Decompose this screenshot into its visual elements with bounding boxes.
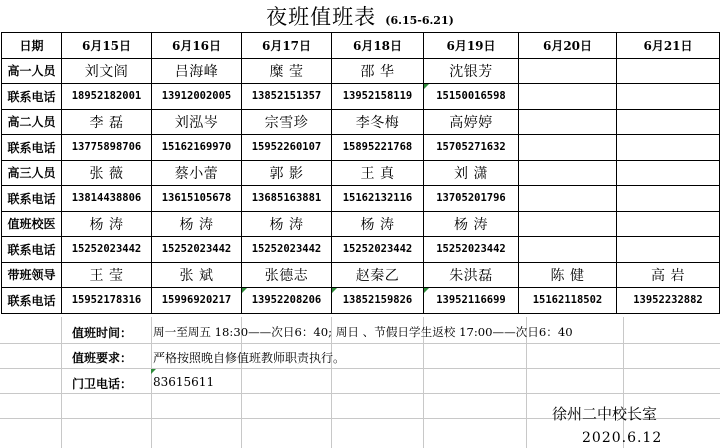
header-cell: 6月15日: [62, 33, 152, 59]
table-row: [2, 288, 720, 314]
staff-name-cell: 杨 涛: [242, 211, 332, 237]
phone-cell: [617, 186, 720, 212]
header-cell: 6月21日: [617, 33, 720, 59]
phone-cell: [617, 84, 720, 110]
phone-cell: 13705201796: [424, 186, 519, 212]
phone-cell: 15162169970: [152, 135, 242, 161]
staff-name-cell: [617, 58, 720, 84]
header-cell: 日期: [2, 33, 62, 59]
row-label: 联系电话: [2, 186, 62, 212]
staff-name-cell: 刘 潇: [424, 160, 519, 186]
staff-name-cell: 吕海峰: [152, 58, 242, 84]
staff-name-cell: 高 岩: [617, 262, 720, 288]
row-label: 联系电话: [2, 288, 62, 314]
row-label: 联系电话: [2, 237, 62, 263]
table-row: [2, 135, 720, 161]
phone-cell: 13814438806: [62, 186, 152, 212]
table-row: [2, 262, 720, 288]
phone-cell: 15252023442: [332, 237, 424, 263]
row-label: 高一人员: [2, 58, 62, 84]
signature-office: 徐州二中校长室: [552, 405, 658, 423]
phone-cell: [519, 135, 617, 161]
staff-name-cell: 赵秦乙: [332, 262, 424, 288]
signature-date: 2020.6.12: [582, 430, 663, 446]
staff-name-cell: 杨 涛: [62, 211, 152, 237]
phone-cell: 18952182001: [62, 84, 152, 110]
phone-cell: 13912002005: [152, 84, 242, 110]
phone-cell: [617, 237, 720, 263]
header-cell: 6月18日: [332, 33, 424, 59]
staff-name-cell: [519, 211, 617, 237]
staff-name-cell: 王 真: [332, 160, 424, 186]
table-body: [2, 58, 720, 313]
title-date-range: (6.15-6.21): [385, 14, 454, 27]
staff-name-cell: 王 莹: [62, 262, 152, 288]
header-cell: 6月17日: [242, 33, 332, 59]
phone-cell: 13952232882: [617, 288, 720, 314]
phone-cell: 15162132116: [332, 186, 424, 212]
staff-name-cell: 杨 涛: [332, 211, 424, 237]
phone-cell: 15996920217: [152, 288, 242, 314]
row-label: 联系电话: [2, 84, 62, 110]
phone-cell: 15162118502: [519, 288, 617, 314]
row-label: 高三人员: [2, 160, 62, 186]
staff-name-cell: 陈 健: [519, 262, 617, 288]
table-row: [2, 160, 720, 186]
phone-cell: [519, 186, 617, 212]
staff-name-cell: [519, 109, 617, 135]
duty-time-label: 值班时间：: [72, 326, 133, 340]
header-row: [2, 33, 720, 59]
row-label: 带班领导: [2, 262, 62, 288]
duty-requirement-value: 严格按照晚自修值班教师职责执行。: [153, 351, 346, 365]
phone-cell: 13852159826: [332, 288, 424, 314]
staff-name-cell: 邵 华: [332, 58, 424, 84]
staff-name-cell: 张德志: [242, 262, 332, 288]
phone-cell: 15150016598: [424, 84, 519, 110]
phone-cell: 13615105678: [152, 186, 242, 212]
phone-cell: [519, 84, 617, 110]
staff-name-cell: [519, 58, 617, 84]
table-row: [2, 211, 720, 237]
staff-name-cell: 郭 影: [242, 160, 332, 186]
header-cell: 6月19日: [424, 33, 519, 59]
staff-name-cell: 李冬梅: [332, 109, 424, 135]
phone-cell: [519, 237, 617, 263]
table-row: [2, 84, 720, 110]
phone-cell: 13952208206: [242, 288, 332, 314]
row-label: 值班校医: [2, 211, 62, 237]
phone-cell: [617, 135, 720, 161]
phone-cell: 13775898706: [62, 135, 152, 161]
header-cell: 6月16日: [152, 33, 242, 59]
staff-name-cell: [617, 160, 720, 186]
phone-cell: 15252023442: [242, 237, 332, 263]
duty-time-value: 周一至周五 18:30——次日6：40; 周日 、节假日学生返校 17:00——次日6：40: [153, 325, 573, 339]
phone-cell: 13852151357: [242, 84, 332, 110]
duty-schedule-table: [1, 32, 720, 314]
staff-name-cell: 张 斌: [152, 262, 242, 288]
phone-cell: 15705271632: [424, 135, 519, 161]
phone-cell: 15952260107: [242, 135, 332, 161]
staff-name-cell: 沈银芳: [424, 58, 519, 84]
phone-cell: 15252023442: [152, 237, 242, 263]
footer-grid: [0, 317, 720, 448]
phone-cell: 15252023442: [424, 237, 519, 263]
table-row: [2, 58, 720, 84]
table-row: [2, 109, 720, 135]
staff-name-cell: 糜 莹: [242, 58, 332, 84]
phone-cell: 13952158119: [332, 84, 424, 110]
table-row: [2, 237, 720, 263]
staff-name-cell: 朱洪磊: [424, 262, 519, 288]
table-row: [2, 186, 720, 212]
title-main: 夜班值班表: [266, 5, 377, 29]
staff-name-cell: 杨 涛: [424, 211, 519, 237]
staff-name-cell: 杨 涛: [152, 211, 242, 237]
staff-name-cell: 刘泓岑: [152, 109, 242, 135]
header-cell: 6月20日: [519, 33, 617, 59]
staff-name-cell: [617, 211, 720, 237]
guard-phone-value: 83615611: [151, 369, 214, 389]
phone-cell: 15895221768: [332, 135, 424, 161]
staff-name-cell: 张 薇: [62, 160, 152, 186]
staff-name-cell: [617, 109, 720, 135]
staff-name-cell: [519, 160, 617, 186]
phone-cell: 13685163881: [242, 186, 332, 212]
schedule-title: [0, 0, 720, 32]
phone-cell: 15252023442: [62, 237, 152, 263]
row-label: 联系电话: [2, 135, 62, 161]
staff-name-cell: 蔡小蕾: [152, 160, 242, 186]
staff-name-cell: 李 磊: [62, 109, 152, 135]
duty-requirement-label: 值班要求：: [72, 351, 133, 365]
row-label: 高二人员: [2, 109, 62, 135]
staff-name-cell: 刘文阎: [62, 58, 152, 84]
phone-cell: 15952178316: [62, 288, 152, 314]
phone-cell: 13952116699: [424, 288, 519, 314]
staff-name-cell: 宗雪珍: [242, 109, 332, 135]
staff-name-cell: 高婷婷: [424, 109, 519, 135]
guard-phone-label: 门卫电话：: [72, 377, 133, 391]
